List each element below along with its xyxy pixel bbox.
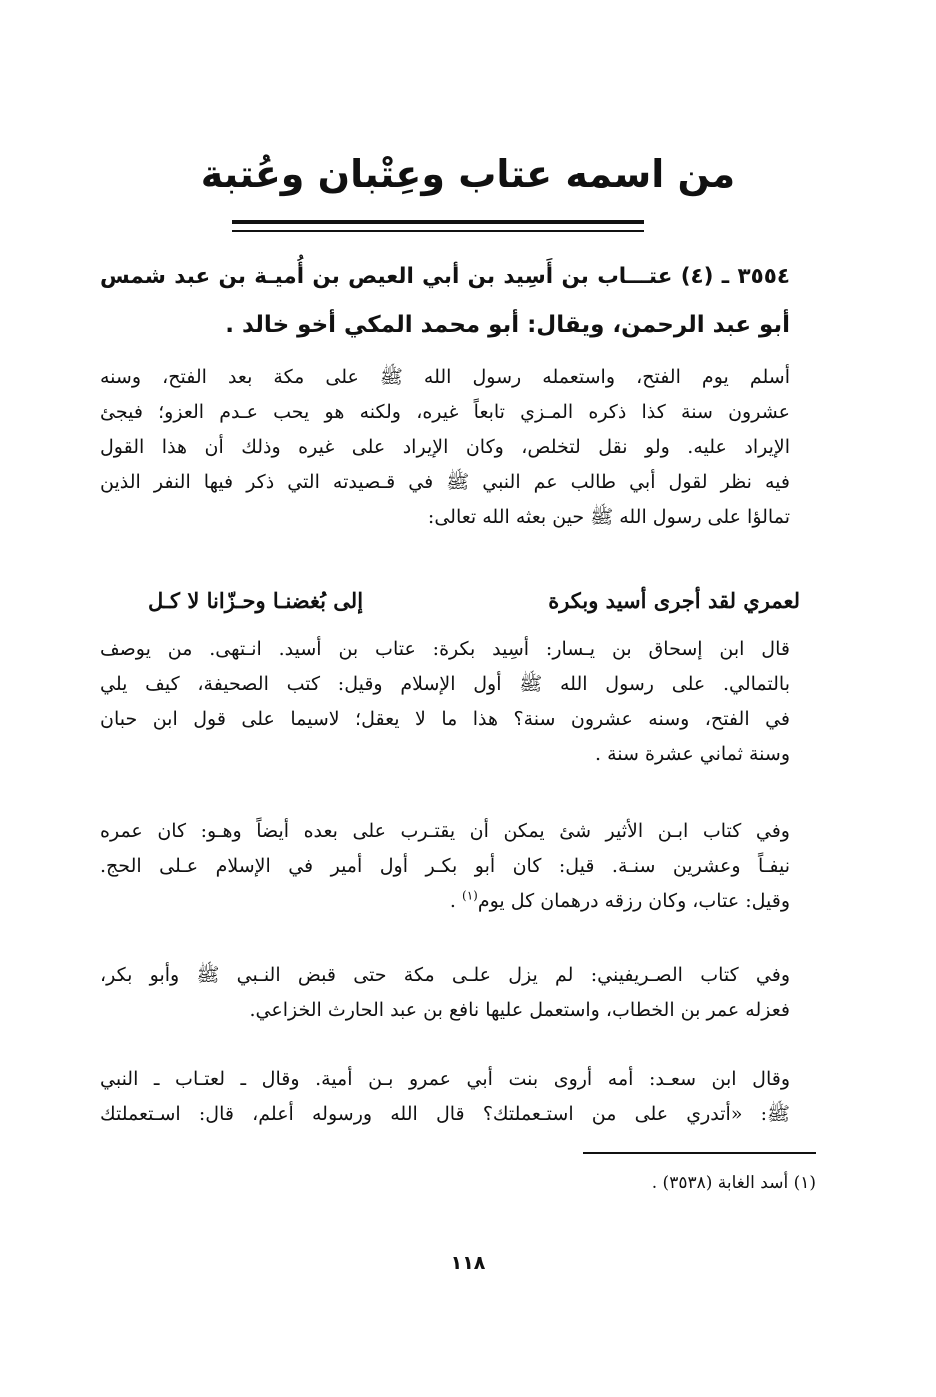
footnote-separator — [583, 1152, 816, 1154]
paragraph-2-line-2: بالتمالي. على رسول الله ﷺ أول الإسلام وقيل: كتب الصحيفة، كيف يلي — [100, 673, 790, 695]
poem-first-hemistich: لعمري لقد أجرى أسيد وبكرة — [548, 588, 800, 613]
paragraph-3-line-3-text: وقيل: عتاب، وكان رزقه درهمان كل يوم — [477, 890, 790, 912]
paragraph-4 — [100, 958, 790, 1028]
title-rule-thick — [232, 220, 644, 224]
paragraph-2-line-1: قال ابن إسحاق بن يـسار: أسِيد بكرة: عتاب بن أسيد. انـتهى. من يوصف — [100, 638, 790, 660]
paragraph-3 — [100, 814, 790, 919]
paragraph-4-line-1: وفي كتاب الصـريفيني: لم يزل علـى مكة حتى قبض النـبي ﷺ وأبو بكر، — [100, 964, 790, 986]
paragraph-1-line-1: أسلم يوم الفتح، واستعمله رسول الله ﷺ على مكة بعد الفتح، وسنه — [100, 366, 790, 388]
paragraph-1-line-2: عشرون سنة كذا ذكره المـزي تابعاً غيره، ولكنه هو يحب عـدم العزو؛ فيجئ — [100, 401, 790, 423]
paragraph-2-line-4: وسنة ثماني عشرة سنة . — [595, 743, 790, 765]
paragraph-1 — [100, 360, 790, 535]
paragraph-1-line-4: فيه نظر لقول أبي طالب عم النبي ﷺ في قـصيدته التي ذكر فيها النفر الذين — [100, 471, 790, 493]
entry-heading-line-2: أبو عبد الرحمن، ويقال: أبو محمد المكي أخو خالد . — [225, 312, 790, 338]
paragraph-1-line-3: الإيراد عليه. ولو نقل لتخلص، وكان الإيراد على غيره وذلك أن هذا القول — [100, 436, 790, 458]
paragraph-3-line-2: نيفـاً وعشرين سنـة. قيل: كان أبو بكـر أول أمير في الإسلام عـلى الحج. — [100, 855, 790, 877]
paragraph-4-line-2: فعزله عمر بن الخطاب، واستعمل عليها نافع بن عبد الحارث الخزاعي. — [249, 999, 790, 1021]
footnote-reference[interactable]: (١) — [462, 888, 478, 903]
paragraph-3-line-3 — [100, 884, 790, 919]
chapter-title: من اسمه عتاب وعِتْبان وعُتبة — [200, 152, 736, 196]
paragraph-5-line-1: وقال ابن سعـد: أمه أروى بنت أبي عمرو بـن أمية. وقال ـ لعتـاب ـ النبي — [100, 1068, 790, 1090]
entry-heading — [100, 252, 790, 350]
paragraph-3-line-3-end: . — [449, 890, 462, 912]
footnote: (١) أسد الغابة (٣٥٣٨) . — [651, 1173, 816, 1193]
paragraph-3-line-1: وفي كتاب ابـن الأثير شئ يمكن أن يقتـرب على بعده أيضاً وهـو: كان عمره — [100, 820, 790, 842]
title-rule-thin — [232, 230, 644, 232]
poem-second-hemistich: إلى بُغضنـا وحـزّانا لا كـل — [148, 588, 364, 613]
page-number: ١١٨ — [450, 1252, 486, 1274]
paragraph-2 — [100, 632, 790, 772]
paragraph-1-line-5: تمالؤا على رسول الله ﷺ حين بعثه الله تعالى: — [427, 506, 790, 528]
paragraph-5 — [100, 1062, 790, 1132]
poem-verse — [140, 578, 800, 624]
paragraph-2-line-3: في الفتح، وسنه عشرون سنة؟ هذا ما لا يعقل؛ لاسيما على قول ابن حبان — [100, 708, 790, 730]
paragraph-5-line-2: ﷺ: «أتدري على من استـعملتك؟ قال الله ورسوله أعلم، قال: اسـتعملتك — [100, 1103, 790, 1125]
entry-heading-line-1: ٣٥٥٤ ـ (٤) عتـــاب بن أَسِيد بن أبي العيص بن أُميـة بن عبد شمس — [100, 264, 790, 289]
